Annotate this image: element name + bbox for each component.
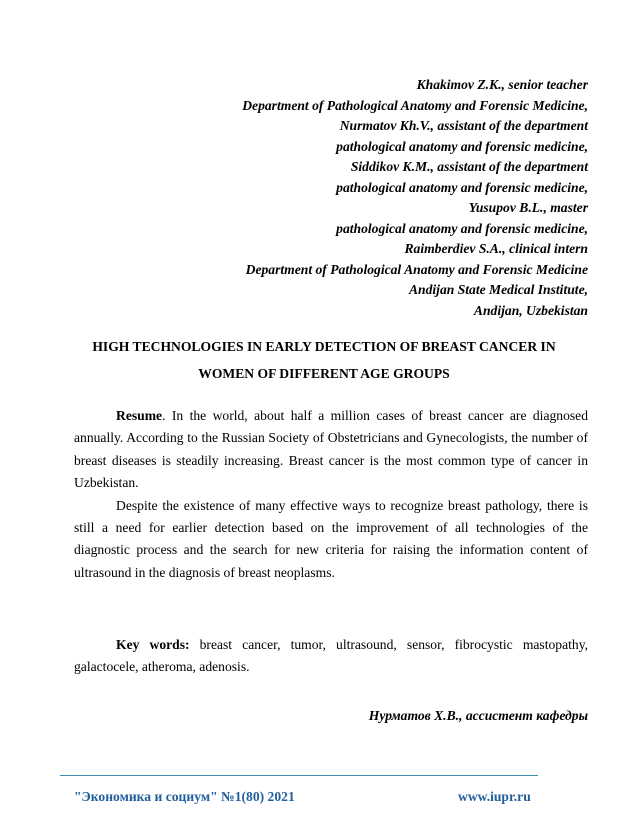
resume-label: Resume: [116, 408, 163, 423]
footer-divider: [60, 775, 538, 776]
keywords-section: [74, 634, 588, 679]
author-line: Andijan State Medical Institute,: [408, 282, 588, 297]
footer-journal: "Экономика и социум" №1(80) 2021: [74, 789, 295, 804]
author-line: Department of Pathological Anatomy and Forensic Medicine,: [242, 97, 588, 113]
author-line: pathological anatomy and forensic medicine,: [336, 179, 588, 195]
author-line: pathological anatomy and forensic medicine,: [336, 138, 588, 154]
author-line: Nurmatov Kh.V., assistant of the department: [339, 118, 588, 133]
author-line: Andijan, Uzbekistan: [473, 302, 588, 318]
paper-title: [60, 333, 588, 387]
author-line: Khakimov Z.K., senior teacher: [416, 77, 588, 92]
author-line: pathological anatomy and forensic medicine,: [336, 220, 588, 236]
paper-title-line-1: HIGH TECHNOLOGIES IN EARLY DETECTION OF BREAST CANCER IN: [92, 339, 556, 354]
resume-paragraph-2: Despite the existence of many effective ways to recognize breast pathology, there is still a need for earlier detection based on the improvement of all technologies of the diagnostic process and the search for new criteria for raising the information content of ultrasound in the diagnosis of breast neoplasms.: [74, 497, 588, 580]
keywords-text: breast cancer, tumor, ultrasound, sensor, fibrocystic mastopathy, galactocele, atheroma, adenosis.: [74, 637, 589, 675]
author-affiliations: [60, 75, 588, 321]
resume-paragraph-1: [74, 405, 588, 495]
resume-section: [74, 405, 588, 584]
author-line: Department of Pathological Anatomy and Forensic Medicine: [245, 261, 588, 277]
author-line: Yusupov B.L., master: [468, 200, 588, 215]
resume-text-1: . In the world, about half a million cases of breast cancer are diagnosed annually. According to the Russian Society of Obstetricians and Gynecologists, the number of breast diseases is steadily increasing. Breast cancer is the most common type of cancer in Uzbekistan.: [74, 408, 588, 491]
signature-line: Нурматов Х.В., ассистент кафедры: [368, 708, 588, 723]
paper-title-line-2: WOMEN OF DIFFERENT AGE GROUPS: [198, 366, 450, 381]
author-line: Raimberdiev S.A., clinical intern: [404, 241, 588, 256]
author-line: Siddikov K.M., assistant of the department: [350, 159, 588, 174]
keywords-label: Key words:: [116, 637, 190, 652]
footer-website: www.iupr.ru: [458, 789, 531, 804]
keywords-paragraph: [74, 634, 588, 679]
